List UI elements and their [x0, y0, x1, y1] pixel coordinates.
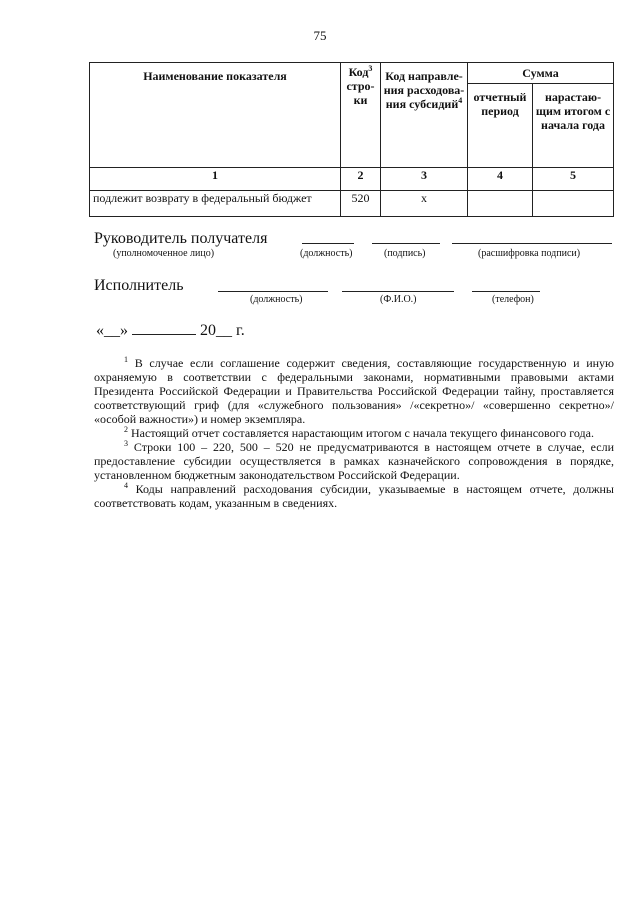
- page-number: 75: [313, 28, 327, 43]
- date-line: [96, 322, 245, 340]
- head-sub-label: (уполномоченное лицо): [113, 248, 215, 259]
- footnote-mark: 4: [124, 481, 128, 490]
- footnote-4: [94, 482, 614, 510]
- header-name-text: Наименование показателя: [143, 69, 287, 83]
- footnote-mark: 2: [124, 425, 128, 434]
- row-code: 520: [341, 191, 381, 217]
- footnote-2: [94, 426, 614, 440]
- footnote-ref-3: 3: [368, 64, 373, 73]
- footnote-ref-4: 4: [458, 96, 463, 105]
- position-caption: (должность): [300, 248, 353, 259]
- footnotes: [94, 356, 614, 510]
- row-cumulative-value[interactable]: [533, 191, 614, 217]
- col-number-1: 1: [90, 168, 341, 191]
- footnote-text: Строки 100 – 220, 500 – 520 не предусматриваются в настоящем отчете в случае, если предоставление субсидии осуществляется в рамках казначейского сопровождения в порядке, установленном бюджетным законодательством Российской Федерации.: [94, 440, 614, 482]
- header-sum-label: Сумма: [522, 66, 559, 80]
- position-line[interactable]: [302, 243, 354, 244]
- signature-caption: (подпись): [384, 248, 426, 259]
- date-year-blank[interactable]: __: [216, 322, 232, 339]
- footnote-mark: 3: [124, 439, 128, 448]
- row-direction: x: [381, 191, 468, 217]
- col-number-2: 2: [341, 168, 381, 191]
- footnote-mark: 1: [124, 355, 128, 364]
- col-number-5: 5: [533, 168, 614, 191]
- footnote-3: [94, 440, 614, 482]
- executor-fio-line[interactable]: [342, 291, 454, 292]
- header-code-row-rest: стро-ки: [346, 79, 375, 107]
- date-open-quote: «: [96, 322, 104, 339]
- executor-position-line[interactable]: [218, 291, 328, 292]
- header-sum-period: [468, 84, 533, 168]
- head-label: Руководитель получателя: [94, 230, 268, 247]
- executor-label: Исполнитель: [94, 277, 184, 294]
- decoding-caption: (расшифровка подписи): [478, 248, 581, 259]
- header-sum-cumulative-label: нарастаю-щим итогом с начала года: [535, 90, 611, 132]
- footnote-text: Настоящий отчет составляется нарастающим итогом с начала текущего финансового года.: [131, 426, 594, 440]
- footnote-text: В случае если соглашение содержит сведения, составляющие государственную и иную охраняемую в соответствии с федеральными законами, нормативными правовыми актами Президента Российской Федерации и Правительства Российской Федерации тайну, проставляется соответствующий гриф (для «служебного пользования» /«секретно»/ «совершенно секретно»/ «особой важности») и номер экземпляра.: [94, 356, 615, 426]
- executor-phone-caption: (телефон): [492, 294, 534, 305]
- col-number-4: 4: [468, 168, 533, 191]
- header-code-dir-label: Код направле-ния расходова-ния субсидий: [383, 69, 465, 111]
- footnote-1: [94, 356, 614, 426]
- header-code-dir: [381, 63, 468, 168]
- date-year-suffix: г.: [236, 322, 245, 339]
- date-month-blank[interactable]: [132, 322, 196, 335]
- date-day-blank[interactable]: __: [104, 322, 120, 339]
- header-sum-period-label: отчетный период: [473, 90, 527, 118]
- header-name: [90, 63, 341, 168]
- row-period-value[interactable]: [468, 191, 533, 217]
- header-sum-cumulative: [533, 84, 614, 168]
- date-year-prefix: 20: [200, 322, 216, 339]
- header-code-row: [341, 63, 381, 168]
- header-sum: [468, 63, 614, 84]
- signature-line[interactable]: [372, 243, 440, 244]
- footnote-text: Коды направлений расходования субсидии, указываемые в настоящем отчете, должны соответствовать кодам, указанным в сведениях.: [94, 482, 614, 510]
- row-name: подлежит возврату в федеральный бюджет: [90, 191, 341, 217]
- date-close-quote: »: [120, 322, 128, 339]
- executor-phone-line[interactable]: [472, 291, 540, 292]
- executor-position-caption: (должность): [250, 294, 303, 305]
- decoding-line[interactable]: [452, 243, 612, 244]
- table-row: [90, 191, 614, 217]
- executor-fio-caption: (Ф.И.О.): [380, 294, 417, 305]
- col-number-3: 3: [381, 168, 468, 191]
- report-table: [89, 62, 614, 217]
- header-code-row-label: Код: [348, 65, 369, 79]
